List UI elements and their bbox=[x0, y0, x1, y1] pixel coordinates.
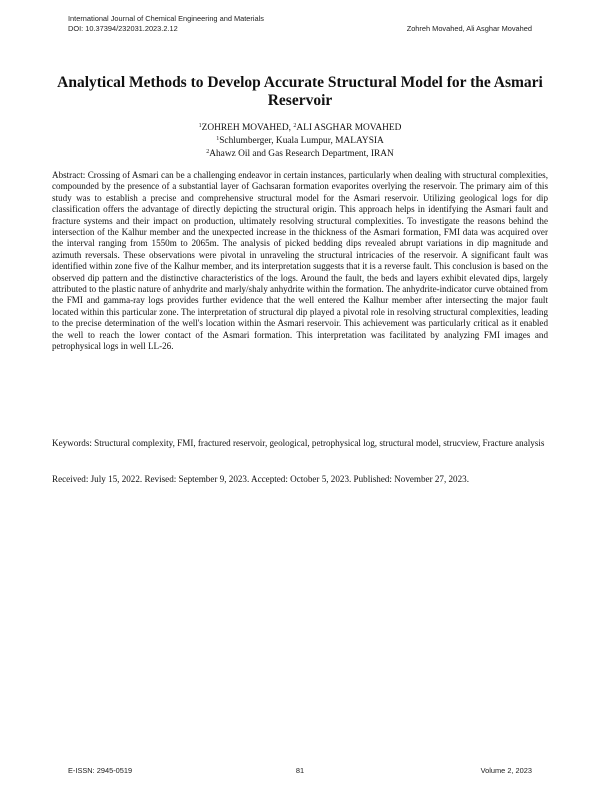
affiliation-1: $^1$Schlumberger, Kuala Lumpur, MALAYSIA bbox=[216, 136, 384, 146]
author-names bbox=[50, 122, 550, 135]
author-block bbox=[50, 122, 550, 161]
abstract: Abstract: Crossing of Asmari can be a challenging endeavor in certain instances, particularly when dealing with structural complexities, compounded by the presence of a substantial layer of Gachsaran formation evaporites overlying the reservoir. The primary aim of this study was to establish a precise and comprehensive structural model for the Asmari reservoir. Utilizing geological logs for dip classification offers the advantage of directly depicting the structural origin. This approach helps in identifying the Asmari fault and fracture systems and their impact on production, ultimately resolving structural complexities. To investigate the reasons behind the intersection of the Kalhur member and the unexpected increase in the thickness of the Asmari formation, FMI data was acquired over the interval ranging from 1550m to 2065m. The analysis of picked bedding dips revealed abrupt variations in dip magnitude and azimuth reversals. These observations were pivotal in unraveling the structural intricacies of the reservoir. A significant fault was identified within zone five of the Kalhur member, and its interpretation suggests that it is a reverse fault. This conclusion is based on the observed dip pattern and the distinctive characteristics of the logs. Around the fault, the beds and layers exhibit elevated dips, largely attributed to the plastic nature of anhydrite and marly/shaly anhydrite within the formation. The anhydrite-indicator curve obtained from the FMI and gamma-ray logs provides further evidence that the well entered the Kalhur member after intersecting the major fault located within this particular zone. The interpretation of structural dip played a pivotal role in resolving structural complexities, leading to the precise determination of the well's location within the Asmari reservoir. This achievement was particularly critical as it enabled the well to reach the lower contact of the Asmari formation. This interpretation was facilitated by analyzing FMI images and petrophysical logs in well LL-26. bbox=[52, 170, 548, 352]
journal-header bbox=[68, 14, 264, 34]
keywords: Keywords: Structural complexity, FMI, fractured reservoir, geological, petrophysical log, structural model, strucview, Fracture analysis bbox=[52, 438, 545, 448]
publication-dates: Received: July 15, 2022. Revised: September 9, 2023. Accepted: October 5, 2023. Published: November 27, 2023. bbox=[52, 474, 469, 484]
affiliation-2: $^2$Ahawz Oil and Gas Research Department, IRAN bbox=[206, 149, 394, 159]
footer-volume: Volume 2, 2023 bbox=[480, 766, 532, 775]
author2-sup: 2 bbox=[293, 123, 297, 129]
doi[interactable]: DOI: 10.37394/232031.2023.2.12 bbox=[68, 24, 178, 33]
paper-title: Analytical Methods to Develop Accurate Structural Model for the Asmari Reservoir bbox=[57, 74, 543, 109]
author1-name: ZOHREH MOVAHED, bbox=[201, 123, 294, 133]
page-number: 81 bbox=[295, 766, 305, 775]
journal-name: International Journal of Chemical Engineering and Materials bbox=[68, 14, 264, 23]
footer-eissn: E-ISSN: 2945-0519 bbox=[68, 766, 133, 775]
running-authors: Zohreh Movahed, Ali Asghar Movahed bbox=[406, 24, 532, 33]
author2-name: ALI ASGHAR MOVAHED bbox=[296, 123, 402, 133]
author1-sup: 1 bbox=[198, 123, 202, 129]
